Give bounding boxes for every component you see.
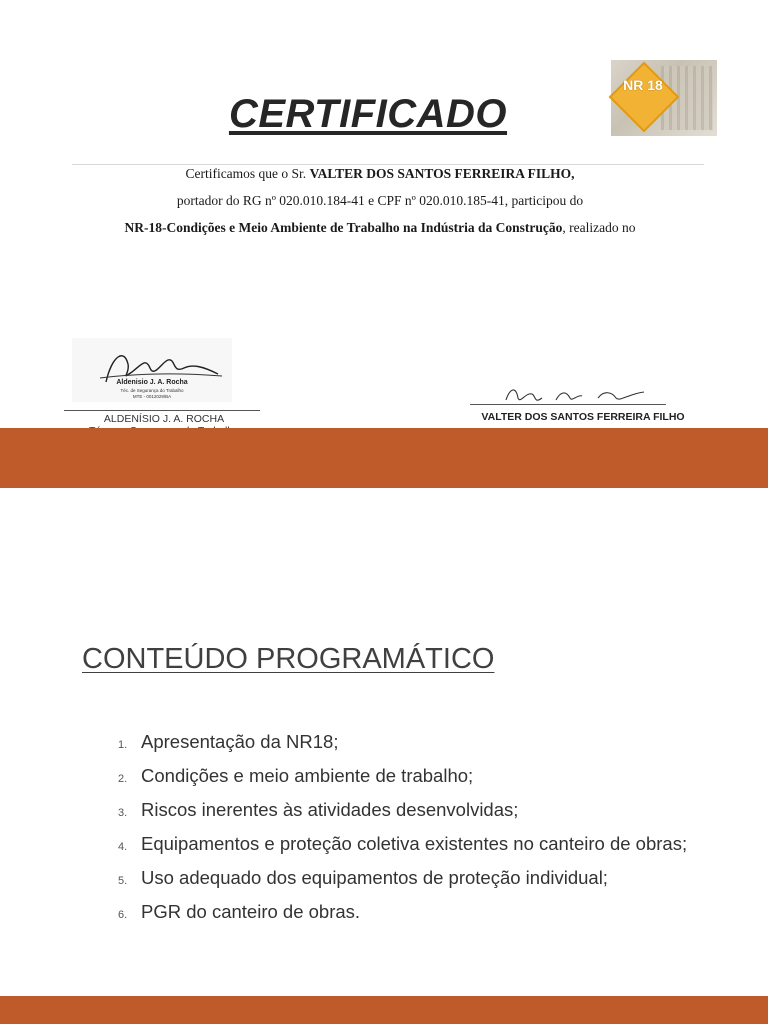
course-name: NR-18-Condições e Meio Ambiente de Trabalho na Indústria da Construção — [124, 220, 563, 235]
instructor-signature — [72, 338, 232, 402]
list-item-number: 6. — [118, 909, 128, 921]
list-item-text: Apresentação da NR18; — [141, 731, 339, 752]
list-item — [118, 765, 687, 799]
list-item-number: 1. — [118, 739, 128, 751]
participant-signature — [486, 378, 656, 412]
signature-line-left — [64, 410, 260, 411]
list-item-text: Condições e meio ambiente de trabalho; — [141, 765, 474, 786]
divider-band — [0, 428, 768, 488]
list-item-number: 3. — [118, 807, 128, 819]
list-item — [118, 731, 687, 765]
certificate-line-2: portador do RG nº 020.010.184-41 e CPF nº 020.010.185-41, participou do — [176, 193, 584, 208]
list-item — [118, 867, 687, 901]
program-heading: CONTEÚDO PROGRAMÁTICO — [82, 643, 495, 675]
certificate-line-1 — [0, 166, 760, 182]
list-item — [118, 901, 687, 935]
participant-signature-name: VALTER DOS SANTOS FERREIRA FILHO — [481, 411, 685, 423]
list-item-number: 5. — [118, 875, 128, 887]
divider — [72, 164, 704, 165]
certificate-line-3 — [0, 220, 760, 236]
nr18-logo — [611, 60, 717, 136]
logo-text: NR 18 — [623, 77, 663, 93]
line1-prefix: Certificamos que o Sr. — [185, 166, 310, 181]
list-item — [118, 799, 687, 833]
instructor-name: ALDENÍSIO J. A. ROCHA — [103, 413, 225, 425]
list-item-number: 2. — [118, 773, 128, 785]
line3-suffix: , realizado no — [562, 220, 636, 235]
list-item — [118, 833, 687, 867]
certificate-title: CERTIFICADO — [228, 92, 508, 136]
signature-line-right — [470, 404, 666, 405]
stamp-registration: MTE - 0012029/BA — [132, 394, 172, 399]
participant-name: VALTER DOS SANTOS FERREIRA FILHO, — [309, 166, 575, 181]
bottom-band — [0, 996, 768, 1024]
list-item-text: Riscos inerentes às atividades desenvolvidas; — [141, 799, 519, 820]
list-item-text: Uso adequado dos equipamentos de proteção individual; — [141, 867, 608, 888]
list-item-text: Equipamentos e proteção coletiva existentes no canteiro de obras; — [141, 833, 688, 854]
stamp-name: Aldenisio J. A. Rocha — [116, 379, 188, 386]
stamp-role: Téc. de Segurança do Trabalho — [120, 388, 184, 393]
certificate-page — [0, 0, 768, 428]
list-item-text: PGR do canteiro de obras. — [141, 901, 361, 922]
list-item-number: 4. — [118, 841, 128, 853]
program-list — [118, 731, 687, 935]
